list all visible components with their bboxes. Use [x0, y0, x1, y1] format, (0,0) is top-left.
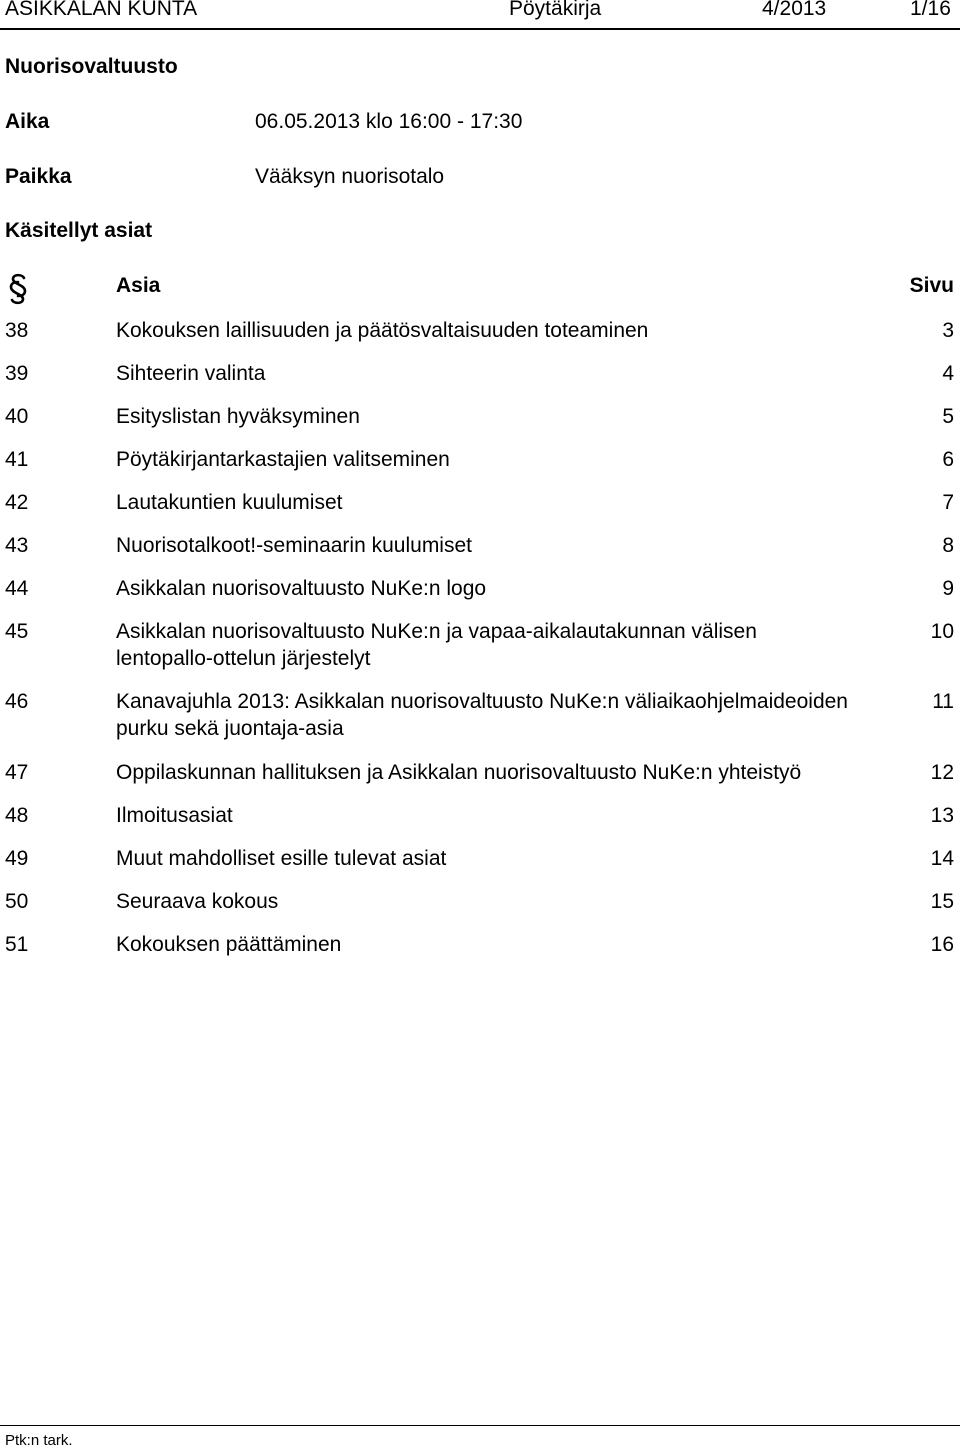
agenda-title: Asikkalan nuorisovaltuusto NuKe:n logo: [116, 577, 487, 600]
column-subject-header: Asia: [116, 274, 161, 297]
agenda-page: 6: [942, 448, 954, 471]
header-divider: [0, 28, 960, 30]
agenda-page: 3: [942, 319, 954, 342]
agenda-number: 49: [5, 847, 29, 870]
agenda-page: 8: [942, 534, 954, 557]
organization-name: ASIKKALAN KUNTA: [5, 0, 198, 20]
agenda-number: 40: [5, 405, 29, 428]
agenda-number: 47: [5, 761, 29, 784]
footer-divider: [0, 1425, 960, 1426]
agenda-title: Oppilaskunnan hallituksen ja Asikkalan nuorisovaltuusto NuKe:n yhteistyö: [116, 761, 802, 784]
agenda-number: 50: [5, 890, 29, 913]
agenda-page: 4: [942, 362, 954, 385]
document-number: 4/2013: [762, 0, 827, 20]
agenda-number: 38: [5, 319, 29, 342]
section-title: Käsitellyt asiat: [5, 219, 153, 242]
agenda-title: Pöytäkirjantarkastajien valitseminen: [116, 448, 450, 471]
agenda-page: 16: [930, 933, 954, 956]
agenda-number: 43: [5, 534, 29, 557]
agenda-page: 11: [932, 690, 954, 713]
agenda-number: 48: [5, 804, 29, 827]
minutes-check-label: Ptk:n tark.: [5, 1432, 73, 1449]
agenda-page: 10: [930, 620, 954, 643]
section-sign-icon: [5, 272, 31, 306]
agenda-title: Ilmoitusasiat: [116, 804, 233, 827]
agenda-page: 9: [942, 577, 954, 600]
agenda-title: Kokouksen laillisuuden ja päätösvaltaisuuden toteaminen: [116, 319, 649, 342]
place-value: Vääksyn nuorisotalo: [255, 165, 445, 188]
agenda-title: Asikkalan nuorisovaltuusto NuKe:n ja vapaa-aikalautakunnan välisen lentopallo-ottelun järjestelyt: [116, 620, 757, 670]
document-type: Pöytäkirja: [509, 0, 602, 20]
agenda-number: 39: [5, 362, 29, 385]
agenda-number: 41: [5, 448, 29, 471]
document-header: [0, 0, 960, 25]
agenda-number: 44: [5, 577, 29, 600]
column-page-header: Sivu: [909, 274, 954, 297]
agenda-page: 14: [930, 847, 954, 870]
agenda-title: Nuorisotalkoot!-seminaarin kuulumiset: [116, 534, 472, 557]
agenda-page: 15: [930, 890, 954, 913]
agenda-title: Kanavajuhla 2013: Asikkalan nuorisovaltuusto NuKe:n väliaikaohjelmaideoiden purku sekä juontaja-asia: [116, 690, 848, 740]
committee-name: Nuorisovaltuusto: [5, 55, 178, 78]
agenda-title: Kokouksen päättäminen: [116, 933, 342, 956]
agenda-page: 7: [942, 491, 954, 514]
agenda-title: Lautakuntien kuulumiset: [116, 491, 343, 514]
agenda-page: 5: [942, 405, 954, 428]
agenda-page: 13: [930, 804, 954, 827]
time-label: Aika: [5, 110, 50, 133]
agenda-number: 51: [5, 933, 29, 956]
agenda-page: 12: [930, 761, 954, 784]
page-number: 1/16: [910, 0, 951, 20]
place-label: Paikka: [5, 165, 72, 188]
agenda-title: Sihteerin valinta: [116, 362, 266, 385]
agenda-number: 45: [5, 620, 29, 643]
agenda-title: Seuraava kokous: [116, 890, 279, 913]
agenda-number: 46: [5, 690, 29, 713]
time-value: 06.05.2013 klo 16:00 - 17:30: [255, 110, 523, 133]
agenda-number: 42: [5, 491, 29, 514]
agenda-title: Esityslistan hyväksyminen: [116, 405, 360, 428]
agenda-title: Muut mahdolliset esille tulevat asiat: [116, 847, 447, 870]
